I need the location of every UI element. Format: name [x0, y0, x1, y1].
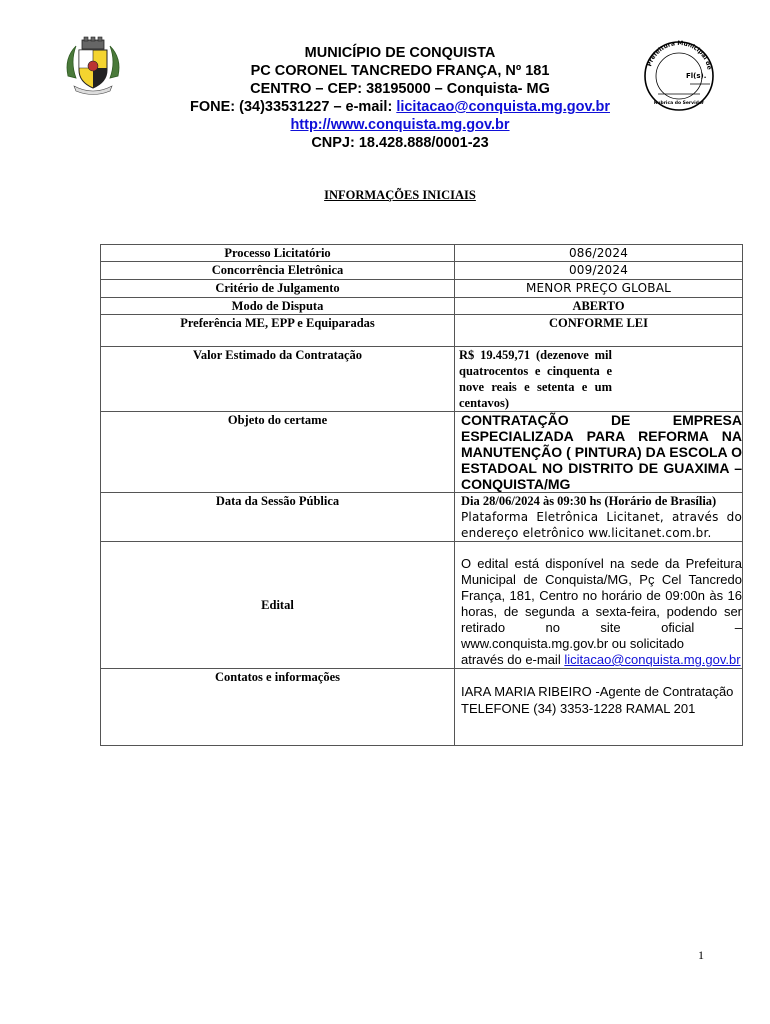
website-link[interactable]: http://www.conquista.mg.gov.br [290, 117, 510, 133]
data-sessao-date: Dia 28/06/2024 às 09:30 hs (Horário de Brasília) [461, 494, 717, 508]
letterhead [100, 44, 700, 152]
table-row [101, 669, 743, 746]
criterio-label: Critério de Julgamento [101, 280, 455, 298]
edital-email-line [461, 652, 742, 668]
valor-label: Valor Estimado da Contratação [101, 347, 455, 412]
table-row [101, 245, 743, 262]
table-row [101, 493, 743, 542]
data-sessao-label: Data da Sessão Pública [101, 493, 455, 542]
objeto-label: Objeto do certame [101, 412, 455, 493]
processo-label: Processo Licitatório [101, 245, 455, 262]
preferencia-value: CONFORME LEI [455, 315, 743, 347]
address-line: PC CORONEL TANCREDO FRANÇA, Nº 181 [250, 63, 550, 79]
table-row [101, 542, 743, 669]
section-title: INFORMAÇÕES INICIAIS [324, 188, 476, 202]
modo-value: ABERTO [455, 298, 743, 315]
page-number: 1 [698, 948, 704, 962]
edital-email-link[interactable]: licitacao@conquista.mg.gov.br [564, 652, 741, 667]
table-row [101, 280, 743, 298]
stamp-bottom-text: Rubrica do Servidor [653, 101, 705, 106]
valor-value: R$ 19.459,71 (dezenove mil quatrocentos e cinquenta e nove reais e setenta e um centavos) [455, 347, 743, 412]
contato-phone: TELEFONE (34) 3353-1228 RAMAL 201 [461, 701, 696, 716]
edital-label: Edital [101, 542, 455, 669]
cnpj-text: CNPJ: 18.428.888/0001-23 [311, 135, 489, 151]
edital-text: O edital está disponível na sede da Prefeitura Municipal de Conquista/MG, Pç Cel Tancredo França, 181, Centro no horário de 09:00n às 16 horas, de segunda a sexta-feira, podendo ser retirado no site oficial – www.conquista.mg.gov.br ou solicitado [461, 556, 742, 651]
contato-name: IARA MARIA RIBEIRO -Agente de Contratação [461, 684, 734, 699]
edital-email-prefix: através do e-mail [461, 652, 565, 667]
edital-cell [455, 542, 743, 669]
contatos-cell [455, 669, 743, 746]
phone-text: FONE: (34)33531227 – e-mail: [189, 99, 397, 115]
cep-line: CENTRO – CEP: 38195000 – Conquista- MG [250, 81, 550, 97]
concorrencia-label: Concorrência Eletrônica [101, 262, 455, 280]
criterio-value: MENOR PREÇO GLOBAL [455, 280, 743, 298]
table-row [101, 262, 743, 280]
email-link[interactable]: licitacao@conquista.mg.gov.br [396, 99, 610, 115]
contact-line [100, 98, 700, 116]
table-row [101, 315, 743, 347]
municipality-name: MUNICÍPIO DE CONQUISTA [304, 45, 496, 61]
concorrencia-value: 009/2024 [455, 262, 743, 280]
table-row [101, 412, 743, 493]
info-table [100, 244, 743, 746]
modo-label: Modo de Disputa [101, 298, 455, 315]
table-row [101, 347, 743, 412]
contatos-label: Contatos e informações [101, 669, 455, 746]
data-sessao-platform: Plataforma Eletrônica Licitanet, através do endereço eletrônico ww.licitanet.com.br. [461, 510, 742, 540]
stamp-arc-text: Prefeitura Municipal de [646, 40, 713, 71]
objeto-value: CONTRATAÇÃO DE EMPRESA ESPECIALIZADA PARA REFORMA NA MANUTENÇÃO ( PINTURA) DA ESCOLA O ESTADOAL NO DISTRITO DE GUAXIMA – CONQUISTA/MG [455, 412, 743, 493]
processo-value: 086/2024 [455, 245, 743, 262]
stamp-fls-label: Fl(s). [686, 72, 707, 80]
preferencia-label: Preferência ME, EPP e Equiparadas [101, 315, 455, 347]
table-row [101, 298, 743, 315]
data-sessao-cell [455, 493, 743, 542]
